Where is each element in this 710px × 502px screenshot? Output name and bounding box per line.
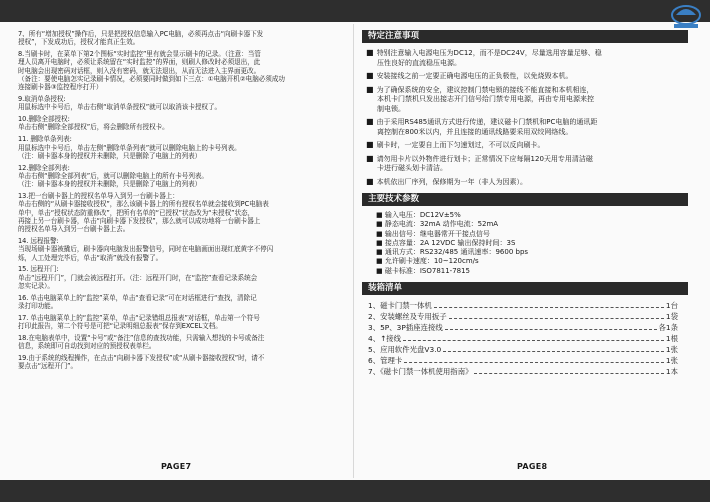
- leader-dots: [404, 362, 664, 363]
- instruction-item: [18, 334, 348, 351]
- leader-dots: [445, 329, 657, 330]
- packing-item-qty: 1台: [665, 301, 678, 311]
- leader-dots: [443, 351, 664, 352]
- note-line: 离控制在800米以内，并且连接的通讯线路要采用双绞网络线。: [377, 127, 573, 136]
- note-item: [362, 85, 692, 115]
- packing-title: 装箱清单: [362, 282, 688, 295]
- instruction-line: 授权”，下发成功后，授权才能真正生效。: [18, 38, 140, 47]
- notes-title: 特定注意事项: [362, 30, 688, 43]
- bullet-square-icon: ■: [366, 140, 374, 149]
- instruction-line: 16. 单击电脑菜单上的“监控”菜单，单击“查看记录”可在对话框进行“查找，清除记: [18, 293, 257, 302]
- packing-item: [368, 355, 678, 366]
- instruction-item: [18, 135, 348, 160]
- note-item: [362, 71, 692, 82]
- instruction-item: [18, 237, 348, 262]
- instruction-line: 用鼠标选中卡号后，单击右侧“取消单条授权”就可以取消该卡授权了。: [18, 103, 222, 112]
- notes-list: [362, 48, 692, 187]
- note-line: ■ 请勿用卡片以外物件进行划卡；正常情况下应每隔120天用专用清洁磁: [366, 153, 593, 163]
- instruction-line: 13.把一台刷卡器上的授权名单导入到另一台刷卡器上：: [18, 192, 179, 201]
- note-item: [362, 177, 692, 188]
- spec-item: ■ 静态电流：32mA 动作电流：52mA: [376, 220, 499, 229]
- leader-dots: [434, 307, 664, 308]
- instruction-line: 8.当刷卡时，在菜单下第2个图标“实时监控”里有就会显示刷卡的记录。（注意：当管: [18, 50, 261, 59]
- instruction-line: 当现场刷卡器被撬后，刷卡器向电脑发出报警信号，同时在电脑画面出现红底黄字不停闪: [18, 245, 274, 254]
- instruction-line: （备注：要使电脑怎实记录刷卡情况，必须要同时做到如下三点：①电脑开机②电脑必须成功: [18, 74, 285, 83]
- note-item: [362, 117, 692, 137]
- spec-item: ■ 允许刷卡速度：10~120cm/s: [376, 257, 479, 266]
- instruction-item: [18, 265, 348, 290]
- packing-item-name: 6、管理卡: [368, 356, 403, 366]
- packing-item-name: 2、安装螺丝及专用扳子: [368, 312, 447, 322]
- note-line: 卡进行磁头划卡清洁。: [377, 164, 447, 172]
- page-number-right: PAGE8: [517, 462, 548, 471]
- brand-logo-icon: [666, 1, 706, 31]
- packing-item: [368, 300, 678, 311]
- note-line: ■ 由于采用RS485通讯方式进行传递，建议磁卡门禁机和PC电脑的通讯距: [366, 117, 598, 126]
- note-item: [362, 154, 692, 174]
- bottom-bar: [0, 480, 710, 502]
- spec-item: ■ 磁卡标准：ISO7811-7815: [376, 266, 471, 275]
- note-item: [362, 140, 692, 151]
- instruction-line: 的授权名单导入到另一台刷卡器上去。: [18, 225, 130, 234]
- instruction-line: 连接刷卡器③监控程序打开）: [18, 83, 103, 92]
- instruction-line: 17. 单击电脑菜单上的“监控”菜单，单击“记录错组总报表”对话框，单击第一个符号: [18, 313, 260, 322]
- packing-item-name: 3、5P、3P插座连接线: [368, 323, 443, 333]
- instruction-line: （注：刷卡器本身的授权并未删除，只是删除了电脑上的列表）: [18, 180, 202, 189]
- instruction-line: 10.删除全部授权:: [18, 115, 70, 124]
- instruction-item: [18, 314, 348, 331]
- instruction-line: 信息，系统即可自动找到对应的预授权表单栏。: [18, 342, 156, 351]
- instruction-line: 单击“远程开门”，门就会被远程打开。（注：远程开门时，在“监控”查看记录系统会: [18, 273, 258, 282]
- packing-item-name: 1、磁卡门禁一体机: [368, 301, 432, 311]
- packing-item-name: 4、↑接线: [368, 334, 402, 344]
- instruction-item: [18, 164, 348, 189]
- top-bar: [0, 0, 710, 22]
- bullet-square-icon: ■: [366, 71, 374, 80]
- bullet-square-icon: ■: [376, 229, 385, 238]
- page-fold: [353, 24, 354, 478]
- packing-item-qty: 1根: [665, 334, 678, 344]
- bullet-square-icon: ■: [366, 176, 374, 186]
- packing-item: [368, 366, 678, 377]
- instruction-line: 15. 远程开门:: [18, 265, 59, 274]
- instruction-item: [18, 30, 348, 47]
- note-line: 压性良好的直流稳压电源。: [377, 58, 461, 67]
- instruction-item: [18, 354, 348, 371]
- packing-item: [368, 322, 678, 333]
- page-number-left: PAGE7: [161, 462, 192, 471]
- spec-item: ■ 输出信号：继电器常开干接点信号: [376, 229, 490, 238]
- packing-item-name: 5、应用软件光盘V3.0: [368, 345, 442, 355]
- note-line: ■ 刷卡时，一定要自上而下匀速划过，不可以反向刷卡。: [366, 140, 545, 149]
- packing-item-qty: 各1条: [658, 323, 678, 333]
- note-line: ■ 本机依出厂序列，保修期为一年（非人为因素）。: [366, 176, 528, 186]
- instruction-line: 理人员离开电脑时，必须让系统留在“实时监控”的界面，则刷人修改时必须退出，此: [18, 58, 261, 67]
- instruction-item: [18, 192, 348, 233]
- packing-list: [362, 300, 678, 377]
- instruction-line: 烁，人工处理完毕后，单击“取消”就没有报警了。: [18, 253, 163, 262]
- instruction-line: 忽实记录）。: [18, 282, 54, 291]
- instruction-item: [18, 115, 348, 132]
- instruction-item: [18, 294, 348, 311]
- instruction-line: 单击右侧“删除全部列表”后，就可以删除电脑上的所有卡号列表。: [18, 171, 208, 180]
- instruction-line: 单中，单击“授权状态防重修改”，把所有名单的“已授权”状态改为“未授权”状态，: [18, 208, 255, 217]
- instruction-line: 单击右侧“删除全部授权”后，将会删除所有授权卡。: [18, 123, 169, 132]
- note-line: ■ 为了确保系统的安全，建议控制门禁电锁的接线不能直接和本机相连，: [366, 84, 594, 94]
- instruction-line: 打印此报告，第二个符号是可把“记录明细总报表”保存到EXCEL文档。: [18, 322, 222, 331]
- bullet-square-icon: ■: [376, 266, 385, 275]
- packing-item-qty: 1张: [665, 345, 678, 355]
- packing-item: [368, 344, 678, 355]
- bullet-square-icon: ■: [376, 220, 385, 229]
- instruction-line: 再接上另一台刷卡器，单击“向刷卡器下发授权”，那么就可以成功地将一台刷卡器上: [18, 216, 261, 225]
- bullet-square-icon: ■: [376, 211, 385, 219]
- leader-dots: [403, 340, 664, 341]
- bullet-square-icon: ■: [376, 238, 385, 247]
- left-page: [18, 30, 348, 474]
- packing-item-qty: 1袋: [665, 312, 678, 322]
- instruction-line: 录打印功能。: [18, 302, 58, 311]
- note-item: [362, 48, 692, 68]
- instruction-line: 14. 远程报警:: [18, 237, 59, 246]
- instruction-line: 单击右侧的“从刷卡器接收授权”，那么该刷卡器上的所有授权名单就会接收到PC电脑表: [18, 200, 269, 209]
- packing-item-qty: 1张: [665, 356, 678, 366]
- right-page: [362, 30, 692, 474]
- instruction-line: 19.由于系统的线程操作，在点击“向刷卡器下发授权”或“从刷卡器接收授权”时，请不: [18, 354, 265, 363]
- specs-title: 主要技术参数: [362, 193, 688, 206]
- packing-item: [368, 333, 678, 344]
- spec-item: ■ 接点容量：2A 12VDC 输出保持时间：3S: [376, 238, 516, 247]
- instruction-item: [18, 50, 348, 91]
- instruction-line: 9.取消单条授权:: [18, 95, 66, 104]
- packing-item: [368, 311, 678, 322]
- bullet-square-icon: ■: [366, 48, 374, 57]
- instruction-line: 用鼠标选中卡号后，单击左侧“删除单条列表”就可以删除电脑上的卡号列表。: [18, 143, 241, 152]
- bullet-square-icon: ■: [366, 84, 374, 94]
- note-line: ■ 特别注意输入电源电压为DC12，而不是DC24V，尽量选用容量足够、稳: [366, 48, 602, 57]
- packing-item-name: 7、《磁卡门禁一体机使用指南》: [368, 367, 473, 377]
- specs-list: [362, 211, 692, 276]
- instruction-line: 11. 删除单条列表:: [18, 135, 72, 144]
- instruction-line: 12.删除全部列表:: [18, 163, 70, 172]
- spec-item: ■ 通讯方式：RS232/485 通讯速率：9600 bps: [376, 248, 529, 257]
- leader-dots: [449, 318, 664, 319]
- instruction-line: 7、所有“增加授权”操作后，只是把授权信息输入PC电脑，必须再点击“向刷卡器下发: [18, 30, 264, 38]
- instruction-line: （注：刷卡器本身的授权并未删除，只是删除了电脑上的列表）: [18, 151, 202, 160]
- bullet-square-icon: ■: [376, 248, 385, 257]
- instruction-line: 时电脑会出现密码对话框，则入没有密码，就无法退出，从而无法进入主界面更改。: [18, 66, 261, 75]
- instruction-line: 要点击“远程开门”。: [18, 362, 78, 371]
- packing-item-qty: 1本: [665, 367, 678, 377]
- note-line: 本机卡门禁机只发出接志开门信号给门禁专用电源，再由专用电源来控: [377, 95, 594, 103]
- instruction-item: [18, 95, 348, 112]
- bullet-square-icon: ■: [366, 153, 374, 163]
- bullet-square-icon: ■: [376, 257, 385, 266]
- note-line: ■ 安装接线之前一定要正确电源电压的正负极性，以免烧毁本机。: [366, 71, 573, 80]
- spec-item: ■ 输入电压：DC12V±5%: [376, 211, 461, 219]
- instruction-line: 18.在电脑表单中，设置“卡号”或“备注”信息的查找功能，只需输入想找的卡号或备注: [18, 334, 265, 342]
- leader-dots: [474, 373, 663, 374]
- bullet-square-icon: ■: [366, 117, 374, 126]
- note-line: 制电锁。: [377, 104, 405, 113]
